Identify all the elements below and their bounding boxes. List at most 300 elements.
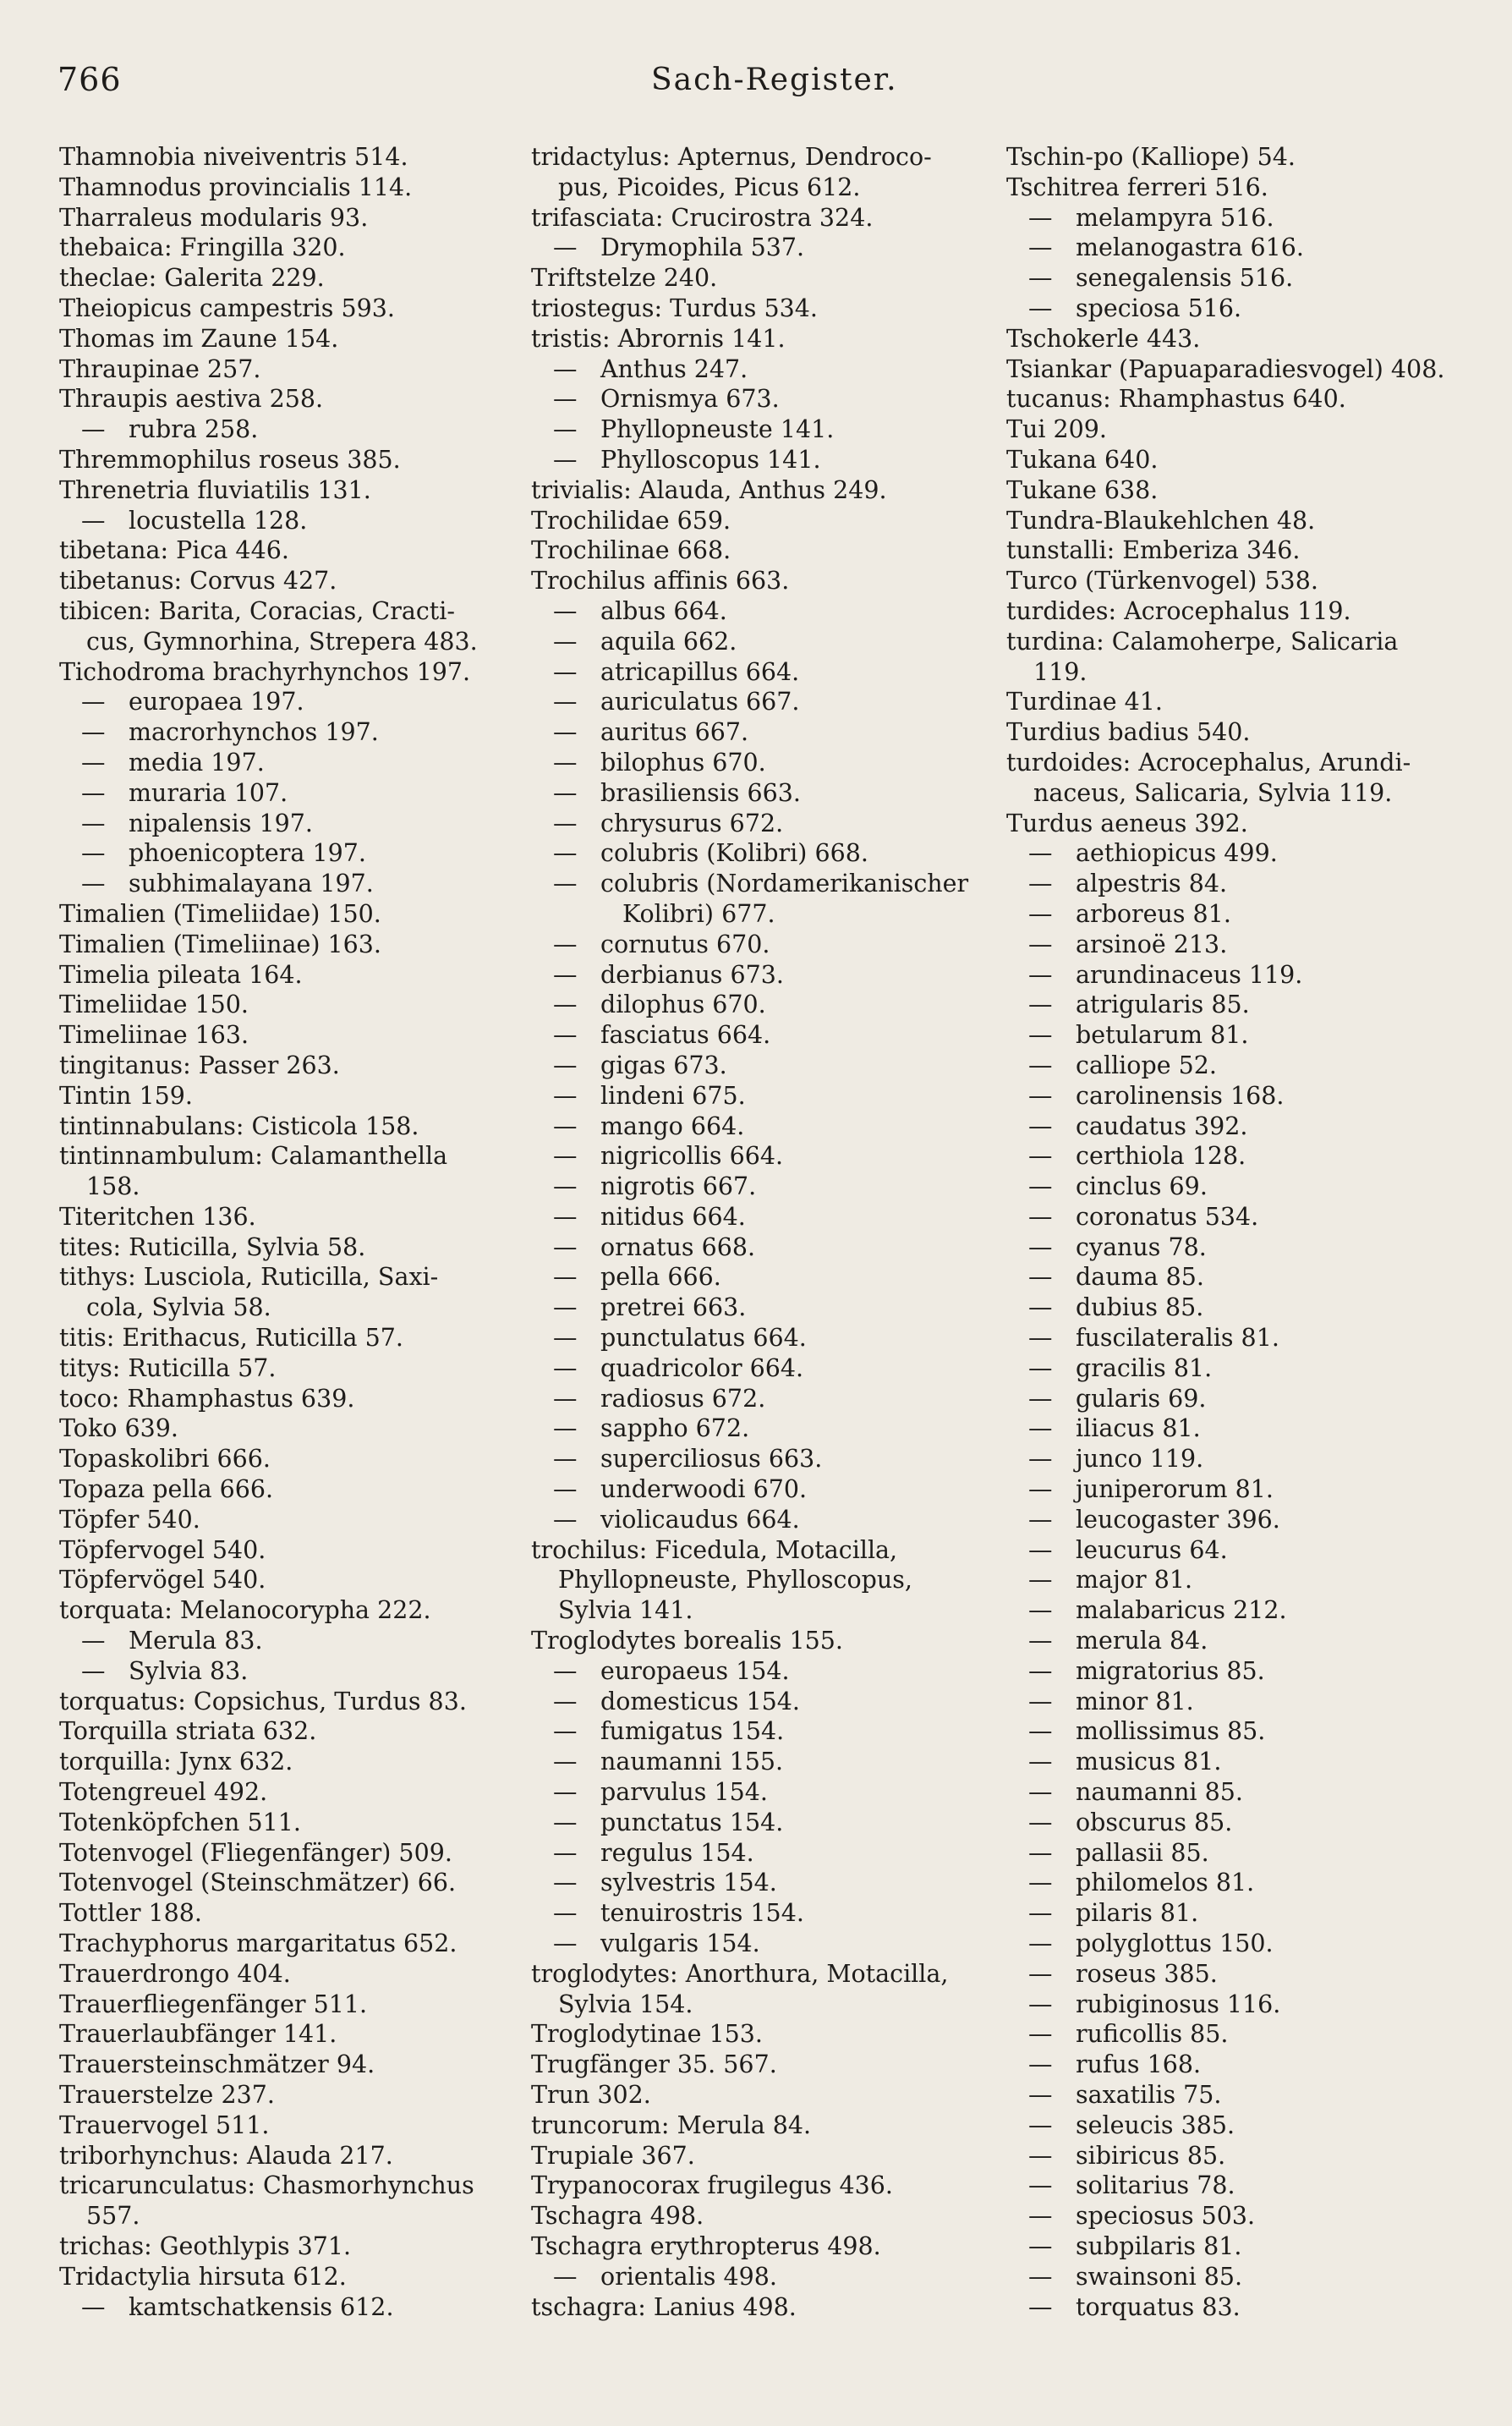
index-entry bbox=[531, 2171, 994, 2201]
index-entry bbox=[59, 717, 512, 748]
ditto-dash: — bbox=[81, 415, 106, 444]
index-entry bbox=[531, 2201, 994, 2231]
ditto-dash: — bbox=[1028, 1445, 1053, 1474]
index-entry bbox=[1006, 687, 1471, 717]
index-entry-text: Tschagra 498. bbox=[531, 2202, 704, 2231]
index-entry bbox=[59, 1505, 512, 1535]
index-entry-text: Threnetria fluviatilis 131. bbox=[59, 475, 371, 504]
index-entry bbox=[1006, 1595, 1471, 1626]
index-entry bbox=[1006, 990, 1471, 1020]
ditto-dash: — bbox=[1028, 2202, 1053, 2231]
index-entry-text: pilaris 81. bbox=[1076, 1899, 1199, 1928]
index-column-1 bbox=[59, 142, 512, 2322]
ditto-dash: — bbox=[553, 2262, 578, 2291]
index-entry-text: sappho 672. bbox=[600, 1414, 750, 1443]
index-entry bbox=[59, 1020, 512, 1051]
ditto-dash: — bbox=[1028, 2292, 1053, 2321]
index-entry-text: 119. bbox=[1033, 657, 1087, 686]
ditto-dash: — bbox=[1028, 1687, 1053, 1715]
running-title: Sach-Register. bbox=[651, 63, 898, 97]
index-entry-text: orientalis 498. bbox=[600, 2262, 777, 2291]
index-entry-text: trivialis: Alauda, Anthus 249. bbox=[531, 475, 887, 504]
index-entry bbox=[59, 930, 512, 960]
index-entry-text: pretrei 663. bbox=[600, 1293, 747, 1322]
index-entry-text: Töpfervögel 540. bbox=[59, 1566, 266, 1594]
index-entry-text: Totenköpfchen 511. bbox=[59, 1808, 301, 1836]
ditto-dash: — bbox=[1028, 1535, 1053, 1564]
index-entry-text: ruficollis 85. bbox=[1076, 2020, 1229, 2049]
index-entry bbox=[531, 596, 994, 627]
index-entry bbox=[1006, 1990, 1471, 2020]
index-entry bbox=[59, 1929, 512, 1959]
index-entry bbox=[1006, 506, 1471, 536]
ditto-dash: — bbox=[1028, 1959, 1053, 1988]
index-entry bbox=[1006, 748, 1471, 778]
ditto-dash: — bbox=[1028, 1142, 1053, 1171]
index-entry-text: obscurus 85. bbox=[1076, 1808, 1233, 1836]
ditto-dash: — bbox=[553, 1263, 578, 1292]
index-entry bbox=[531, 1202, 994, 1232]
index-entry-text: Phylloscopus 141. bbox=[600, 445, 821, 474]
index-entry bbox=[1006, 1505, 1471, 1535]
index-entry-text: Troglodytes borealis 155. bbox=[531, 1627, 843, 1655]
index-entry-text: Sylvia 154. bbox=[558, 1990, 693, 2018]
index-entry-text: auriculatus 667. bbox=[600, 688, 800, 716]
index-entry-text: Töpfervogel 540. bbox=[59, 1535, 266, 1564]
index-entry bbox=[59, 203, 512, 233]
index-entry-text: chrysurus 672. bbox=[600, 809, 784, 837]
ditto-dash: — bbox=[553, 718, 578, 747]
index-entry-text: Phyllopneuste, Phylloscopus, bbox=[558, 1566, 912, 1594]
ditto-dash: — bbox=[1028, 1505, 1053, 1534]
ditto-dash: — bbox=[1028, 1051, 1053, 1079]
index-entry bbox=[531, 1929, 994, 1959]
index-entry-text: tucanus: Rhamphastus 640. bbox=[1006, 385, 1346, 414]
index-entry-text: Trauerdrongo 404. bbox=[59, 1959, 291, 1988]
index-entry bbox=[59, 1232, 512, 1263]
index-entry-text: toco: Rhamphastus 639. bbox=[59, 1384, 355, 1413]
index-entry bbox=[59, 1051, 512, 1081]
ditto-dash: — bbox=[1028, 1838, 1053, 1867]
index-entry bbox=[59, 173, 512, 203]
ditto-dash: — bbox=[553, 1293, 578, 1322]
index-entry-text: Tukana 640. bbox=[1006, 445, 1159, 474]
index-entry bbox=[1006, 1141, 1471, 1172]
index-entry-text: melampyra 516. bbox=[1076, 203, 1274, 232]
index-entry bbox=[531, 1505, 994, 1535]
ditto-dash: — bbox=[553, 688, 578, 716]
index-entry bbox=[1006, 2080, 1471, 2110]
index-entry bbox=[531, 960, 994, 991]
index-entry-text: dubius 85. bbox=[1076, 1293, 1204, 1322]
index-entry-text: tintinnambulum: Calamanthella bbox=[59, 1142, 448, 1171]
index-entry-text: nigrotis 667. bbox=[600, 1172, 757, 1201]
ditto-dash: — bbox=[553, 1808, 578, 1836]
index-entry-text: tridactylus: Apternus, Dendroco- bbox=[531, 143, 932, 171]
index-entry bbox=[59, 778, 512, 809]
index-entry-text: Timalien (Timeliidae) 150. bbox=[59, 899, 381, 928]
ditto-dash: — bbox=[553, 445, 578, 474]
ditto-dash: — bbox=[553, 1869, 578, 1897]
index-entry bbox=[1006, 1051, 1471, 1081]
ditto-dash: — bbox=[553, 778, 578, 807]
index-entry bbox=[1006, 324, 1471, 354]
index-entry bbox=[1006, 2201, 1471, 2231]
ditto-dash: — bbox=[81, 1656, 106, 1685]
index-entry-text: cornutus 670. bbox=[600, 930, 770, 958]
ditto-dash: — bbox=[1028, 1808, 1053, 1836]
index-entry bbox=[531, 1808, 994, 1838]
index-entry-text: calliope 52. bbox=[1076, 1051, 1217, 1079]
index-entry-text: melanogastra 616. bbox=[1076, 233, 1304, 262]
index-entry bbox=[1006, 2050, 1471, 2080]
index-entry bbox=[1006, 778, 1471, 809]
index-entry bbox=[59, 1081, 512, 1111]
ditto-dash: — bbox=[1028, 264, 1053, 293]
index-entry bbox=[1006, 1323, 1471, 1353]
index-entry bbox=[1006, 445, 1471, 475]
index-entry bbox=[531, 990, 994, 1020]
index-entry-text: regulus 154. bbox=[600, 1838, 754, 1867]
index-entry-text: tintinnabulans: Cisticola 158. bbox=[59, 1111, 419, 1140]
index-entry-text: Drymophila 537. bbox=[600, 233, 805, 262]
index-entry-text: pallasii 85. bbox=[1076, 1838, 1209, 1867]
index-entry-text: Totengreuel 492. bbox=[59, 1778, 268, 1807]
index-entry bbox=[1006, 809, 1471, 839]
ditto-dash: — bbox=[1028, 1324, 1053, 1353]
ditto-dash: — bbox=[1028, 1021, 1053, 1050]
index-entry bbox=[1006, 1384, 1471, 1414]
index-entry-text: radiosus 672. bbox=[600, 1384, 766, 1413]
index-entry-text: major 81. bbox=[1076, 1566, 1193, 1594]
index-entry bbox=[59, 1535, 512, 1566]
index-entry bbox=[59, 809, 512, 839]
ditto-dash: — bbox=[553, 657, 578, 686]
index-entry bbox=[59, 1172, 512, 1202]
index-entry-text: leucurus 64. bbox=[1076, 1535, 1228, 1564]
index-entry-text: subhimalayana 197. bbox=[129, 870, 374, 898]
index-entry-text: Merula 83. bbox=[129, 1627, 263, 1655]
index-entry bbox=[59, 445, 512, 475]
index-entry-text: Tharraleus modularis 93. bbox=[59, 203, 369, 232]
index-entry-text: auritus 667. bbox=[600, 718, 749, 747]
index-entry-text: gigas 673. bbox=[600, 1051, 727, 1079]
index-entry bbox=[531, 1595, 994, 1626]
ditto-dash: — bbox=[1028, 1566, 1053, 1594]
index-entry-text: betularum 81. bbox=[1076, 1021, 1249, 1050]
index-entry-text: certhiola 128. bbox=[1076, 1142, 1246, 1171]
index-entry-text: mango 664. bbox=[600, 1111, 745, 1140]
index-entry bbox=[1006, 1262, 1471, 1293]
index-entry bbox=[531, 1323, 994, 1353]
index-entry bbox=[59, 142, 512, 173]
index-entry bbox=[59, 838, 512, 869]
index-entry-text: torquatus: Copsichus, Turdus 83. bbox=[59, 1687, 467, 1715]
index-entry-text: trochilus: Ficedula, Motacilla, bbox=[531, 1535, 898, 1564]
index-entry-text: tites: Ruticilla, Sylvia 58. bbox=[59, 1232, 366, 1261]
index-entry bbox=[531, 142, 994, 173]
index-entry-text: alpestris 84. bbox=[1076, 870, 1228, 898]
ditto-dash: — bbox=[553, 960, 578, 989]
ditto-dash: — bbox=[1028, 1748, 1053, 1776]
index-entry-text: atrigularis 85. bbox=[1076, 991, 1250, 1019]
index-entry bbox=[531, 657, 994, 688]
index-entry bbox=[1006, 566, 1471, 596]
index-entry-text: punctulatus 664. bbox=[600, 1324, 807, 1353]
index-entry-text: junco 119. bbox=[1076, 1445, 1204, 1474]
index-entry bbox=[59, 960, 512, 991]
index-entry-text: juniperorum 81. bbox=[1076, 1475, 1274, 1504]
index-entry bbox=[1006, 173, 1471, 203]
index-entry bbox=[531, 414, 994, 445]
ditto-dash: — bbox=[81, 778, 106, 807]
index-column-3 bbox=[1006, 142, 1471, 2322]
index-entry bbox=[59, 1626, 512, 1656]
index-entry-text: dilophus 670. bbox=[600, 991, 766, 1019]
ditto-dash: — bbox=[553, 839, 578, 868]
ditto-dash: — bbox=[1028, 1172, 1053, 1201]
index-entry bbox=[531, 445, 994, 475]
index-entry bbox=[1006, 2262, 1471, 2292]
index-entry-text: Thamnodus provincialis 114. bbox=[59, 173, 413, 201]
index-entry bbox=[59, 2231, 512, 2262]
index-entry-text: 158. bbox=[86, 1172, 140, 1201]
ditto-dash: — bbox=[553, 385, 578, 414]
index-entry bbox=[531, 1868, 994, 1898]
index-entry bbox=[59, 2292, 512, 2323]
index-entry-text: Toko 639. bbox=[59, 1414, 178, 1443]
index-entry-text: Trugfänger 35. 567. bbox=[531, 2050, 777, 2079]
index-entry bbox=[1006, 2141, 1471, 2171]
index-entry-text: Theiopicus campestris 593. bbox=[59, 294, 395, 322]
index-entry bbox=[1006, 1747, 1471, 1777]
ditto-dash: — bbox=[1028, 1263, 1053, 1292]
index-entry-text: turdides: Acrocephalus 119. bbox=[1006, 596, 1351, 625]
index-entry-text: turdina: Calamoherpe, Salicaria bbox=[1006, 627, 1399, 656]
index-entry-text: Timalien (Timeliinae) 163. bbox=[59, 930, 381, 958]
ditto-dash: — bbox=[1028, 1656, 1053, 1685]
index-entry bbox=[531, 809, 994, 839]
index-entry-text: seleucis 385. bbox=[1076, 2110, 1235, 2139]
index-entry-text: trifasciata: Crucirostra 324. bbox=[531, 203, 874, 232]
index-entry bbox=[59, 1141, 512, 1172]
index-entry-text: dauma 85. bbox=[1076, 1263, 1204, 1292]
index-entry-text: Töpfer 540. bbox=[59, 1505, 200, 1534]
index-entry-text: torquata: Melanocorypha 222. bbox=[59, 1596, 431, 1625]
index-entry bbox=[1006, 535, 1471, 566]
ditto-dash: — bbox=[553, 1051, 578, 1079]
index-entry bbox=[531, 566, 994, 596]
ditto-dash: — bbox=[1028, 2020, 1053, 2049]
index-entry bbox=[59, 1323, 512, 1353]
ditto-dash: — bbox=[553, 1232, 578, 1261]
index-entry bbox=[1006, 263, 1471, 294]
index-entry-text: underwoodi 670. bbox=[600, 1475, 808, 1504]
ditto-dash: — bbox=[553, 627, 578, 656]
index-entry bbox=[59, 354, 512, 385]
index-entry-text: Trochilidae 659. bbox=[531, 506, 731, 535]
index-entry-text: Topaskolibri 666. bbox=[59, 1445, 271, 1474]
index-entry bbox=[531, 1535, 994, 1566]
ditto-dash: — bbox=[1028, 930, 1053, 958]
index-entry-text: fasciatus 664. bbox=[600, 1021, 771, 1050]
ditto-dash: — bbox=[1028, 2050, 1053, 2079]
index-entry-text: torquilla: Jynx 632. bbox=[59, 1748, 293, 1776]
index-entry-text: Phyllopneuste 141. bbox=[600, 415, 835, 444]
index-entry bbox=[531, 2110, 994, 2141]
index-entry-text: speciosus 503. bbox=[1076, 2202, 1256, 2231]
index-entry bbox=[1006, 1656, 1471, 1687]
index-entry bbox=[1006, 960, 1471, 991]
ditto-dash: — bbox=[1028, 1596, 1053, 1625]
index-entry bbox=[59, 1990, 512, 2020]
index-entry-text: muraria 107. bbox=[129, 778, 288, 807]
index-entry bbox=[59, 899, 512, 930]
index-entry bbox=[1006, 414, 1471, 445]
index-entry bbox=[1006, 1626, 1471, 1656]
ditto-dash: — bbox=[553, 415, 578, 444]
index-entry bbox=[59, 1353, 512, 1384]
index-entry-text: brasiliensis 663. bbox=[600, 778, 801, 807]
index-entry-text: Trupiale 367. bbox=[531, 2141, 695, 2170]
index-entry-text: Trauerstelze 237. bbox=[59, 2081, 275, 2109]
index-entry bbox=[1006, 1413, 1471, 1444]
index-entry-text: atricapillus 664. bbox=[600, 657, 800, 686]
ditto-dash: — bbox=[1028, 2262, 1053, 2291]
ditto-dash: — bbox=[81, 839, 106, 868]
index-entry bbox=[531, 930, 994, 960]
index-entry-text: Trochilus affinis 663. bbox=[531, 567, 790, 596]
index-entry-text: tricarunculatus: Chasmorhynchus bbox=[59, 2171, 474, 2200]
ditto-dash: — bbox=[553, 354, 578, 383]
ditto-dash: — bbox=[1028, 2171, 1053, 2200]
index-entry bbox=[59, 1716, 512, 1747]
index-entry bbox=[531, 899, 994, 930]
index-entry bbox=[59, 627, 512, 657]
index-entry-text: caudatus 392. bbox=[1076, 1111, 1248, 1140]
index-entry-text: tenuirostris 154. bbox=[600, 1899, 804, 1928]
ditto-dash: — bbox=[81, 718, 106, 747]
index-entry-text: trichas: Geothlypis 371. bbox=[59, 2231, 352, 2260]
ditto-dash: — bbox=[553, 1717, 578, 1746]
index-entry bbox=[1006, 596, 1471, 627]
index-entry-text: polyglottus 150. bbox=[1076, 1929, 1274, 1958]
index-entry-text: leucogaster 396. bbox=[1076, 1505, 1280, 1534]
index-entry bbox=[59, 1747, 512, 1777]
ditto-dash: — bbox=[553, 870, 578, 898]
index-entry-text: Thremmophilus roseus 385. bbox=[59, 445, 401, 474]
index-entry bbox=[531, 324, 994, 354]
index-entry bbox=[531, 1051, 994, 1081]
index-entry bbox=[59, 657, 512, 688]
index-entry bbox=[59, 1868, 512, 1898]
index-entry-text: vulgaris 154. bbox=[600, 1929, 760, 1958]
index-entry-text: philomelos 81. bbox=[1076, 1869, 1255, 1897]
index-entry-text: parvulus 154. bbox=[600, 1778, 768, 1807]
index-entry-text: Topaza pella 666. bbox=[59, 1475, 274, 1504]
index-entry-text: Thraupis aestiva 258. bbox=[59, 385, 324, 414]
index-entry bbox=[531, 1656, 994, 1687]
index-entry-text: Trauersteinschmätzer 94. bbox=[59, 2050, 375, 2079]
index-entry bbox=[531, 475, 994, 506]
index-entry bbox=[59, 748, 512, 778]
index-entry bbox=[1006, 1898, 1471, 1929]
index-entry bbox=[59, 324, 512, 354]
index-entry bbox=[531, 263, 994, 294]
index-entry-text: Torquilla striata 632. bbox=[59, 1717, 317, 1746]
index-entry-text: truncorum: Merula 84. bbox=[531, 2110, 812, 2139]
index-entry-text: Anthus 247. bbox=[600, 354, 748, 383]
index-entry bbox=[1006, 1929, 1471, 1959]
ditto-dash: — bbox=[553, 1353, 578, 1382]
index-entry-text: macrorhynchos 197. bbox=[129, 718, 379, 747]
index-entry bbox=[59, 1565, 512, 1595]
index-entry-text: nitidus 664. bbox=[600, 1202, 746, 1231]
index-entry bbox=[59, 414, 512, 445]
index-entry bbox=[531, 1141, 994, 1172]
index-entry bbox=[1006, 294, 1471, 324]
index-entry-text: Tichodroma brachyrhynchos 197. bbox=[59, 657, 471, 686]
index-entry bbox=[1006, 1020, 1471, 1051]
index-entry bbox=[1006, 142, 1471, 173]
index-entry-text: malabaricus 212. bbox=[1076, 1596, 1287, 1625]
index-entry bbox=[531, 1232, 994, 1263]
index-entry bbox=[1006, 1959, 1471, 1990]
index-entry-text: colubris (Nordamerikanischer bbox=[600, 870, 969, 898]
index-entry bbox=[59, 1595, 512, 1626]
index-entry bbox=[531, 233, 994, 263]
index-entry-text: violicaudus 664. bbox=[600, 1505, 800, 1534]
index-entry-text: gularis 69. bbox=[1076, 1384, 1207, 1413]
index-entry-text: rufus 168. bbox=[1076, 2050, 1202, 2079]
index-entry-text: quadricolor 664. bbox=[600, 1353, 804, 1382]
index-entry bbox=[1006, 2171, 1471, 2201]
ditto-dash: — bbox=[553, 748, 578, 777]
index-entry-text: Tottler 188. bbox=[59, 1899, 202, 1928]
index-entry bbox=[1006, 899, 1471, 930]
index-entry bbox=[59, 2080, 512, 2110]
index-entry-text: saxatilis 75. bbox=[1076, 2081, 1222, 2109]
ditto-dash: — bbox=[553, 1748, 578, 1776]
index-entry bbox=[59, 1777, 512, 1808]
index-entry-text: tibetanus: Corvus 427. bbox=[59, 567, 337, 596]
index-entry bbox=[59, 2110, 512, 2141]
index-entry bbox=[59, 1959, 512, 1990]
ditto-dash: — bbox=[1028, 1202, 1053, 1231]
index-entry-text: Tschitrea ferreri 516. bbox=[1006, 173, 1268, 201]
index-entry bbox=[59, 1687, 512, 1717]
index-entry-text: aethiopicus 499. bbox=[1076, 839, 1278, 868]
index-entry bbox=[531, 1444, 994, 1474]
index-entry bbox=[59, 1474, 512, 1505]
index-entry bbox=[1006, 1716, 1471, 1747]
index-entry-text: colubris (Kolibri) 668. bbox=[600, 839, 868, 868]
index-entry-text: ornatus 668. bbox=[600, 1232, 756, 1261]
index-entry-text: sylvestris 154. bbox=[600, 1869, 777, 1897]
ditto-dash: — bbox=[81, 1627, 106, 1655]
index-entry bbox=[1006, 2292, 1471, 2323]
index-entry-text: merula 84. bbox=[1076, 1627, 1208, 1655]
index-entry-text: Titeritchen 136. bbox=[59, 1202, 256, 1231]
index-entry-text: kamtschatkensis 612. bbox=[129, 2292, 394, 2321]
index-entry bbox=[59, 2141, 512, 2171]
ditto-dash: — bbox=[1028, 2110, 1053, 2139]
index-entry bbox=[1006, 1687, 1471, 1717]
index-entry-text: Ornismya 673. bbox=[600, 385, 780, 414]
ditto-dash: — bbox=[81, 506, 106, 535]
index-entry bbox=[531, 506, 994, 536]
index-entry-text: arundinaceus 119. bbox=[1076, 960, 1303, 989]
